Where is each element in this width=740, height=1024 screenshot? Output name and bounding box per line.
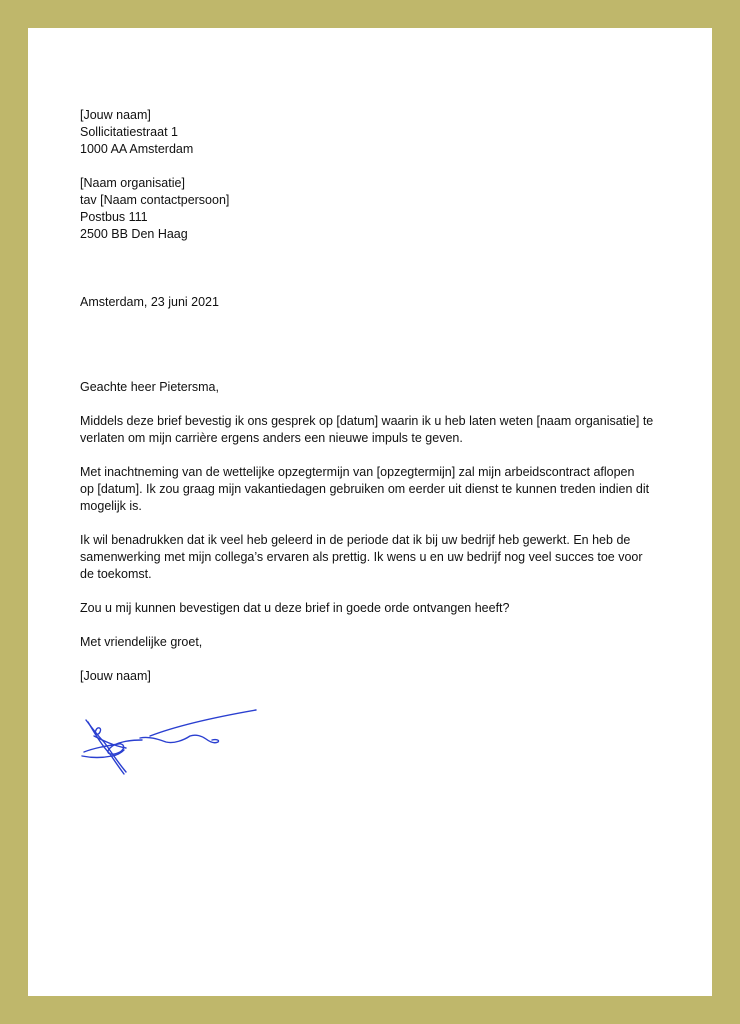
place-date: Amsterdam, 23 juni 2021 [80, 295, 219, 309]
signoff-name: [Jouw naam] [80, 669, 151, 683]
paragraph-line: Met inachtneming van de wettelijke opzegtermijn van [opzegtermijn] zal mijn arbeidscontract aflopen [80, 465, 635, 479]
recipient-attention: tav [Naam contactpersoon] [80, 193, 230, 207]
sender-block [80, 107, 670, 158]
sender-street: Sollicitatiestraat 1 [80, 125, 178, 139]
paragraph-2 [80, 464, 670, 515]
paragraph-line: Middels deze brief bevestig ik ons gesprek op [datum] waarin ik u heb laten weten [naam organisatie] te [80, 414, 654, 428]
recipient-po-box: Postbus 111 [80, 210, 148, 224]
paragraph-1 [80, 413, 670, 447]
paragraph-4: Zou u mij kunnen bevestigen dat u deze brief in goede orde ontvangen heeft? [80, 601, 510, 615]
sender-name: [Jouw naam] [80, 108, 151, 122]
paragraph-line: samenwerking met mijn collega’s ervaren als prettig. Ik wens u en uw bedrijf nog veel succes toe voor [80, 550, 643, 564]
paragraph-line: op [datum]. Ik zou graag mijn vakantiedagen gebruiken om eerder uit dienst te kunnen treden indien dit [80, 482, 650, 496]
recipient-organisation: [Naam organisatie] [80, 176, 185, 190]
paragraph-3 [80, 532, 670, 583]
paragraph-line: Ik wil benadrukken dat ik veel heb geleerd in de periode dat ik bij uw bedrijf heb gewerkt. En heb de [80, 533, 631, 547]
closing: Met vriendelijke groet, [80, 635, 203, 649]
recipient-block [80, 175, 670, 243]
handwritten-signature [80, 706, 260, 778]
paragraph-line: verlaten om mijn carrière ergens anders een nieuwe impuls te geven. [80, 431, 463, 445]
salutation: Geachte heer Pietersma, [80, 380, 219, 394]
letter-page [28, 28, 712, 996]
sender-postal-city: 1000 AA Amsterdam [80, 142, 194, 156]
paragraph-line: mogelijk is. [80, 499, 142, 513]
paragraph-line: de toekomst. [80, 567, 152, 581]
letter-body [80, 107, 670, 685]
recipient-postal-city: 2500 BB Den Haag [80, 227, 188, 241]
